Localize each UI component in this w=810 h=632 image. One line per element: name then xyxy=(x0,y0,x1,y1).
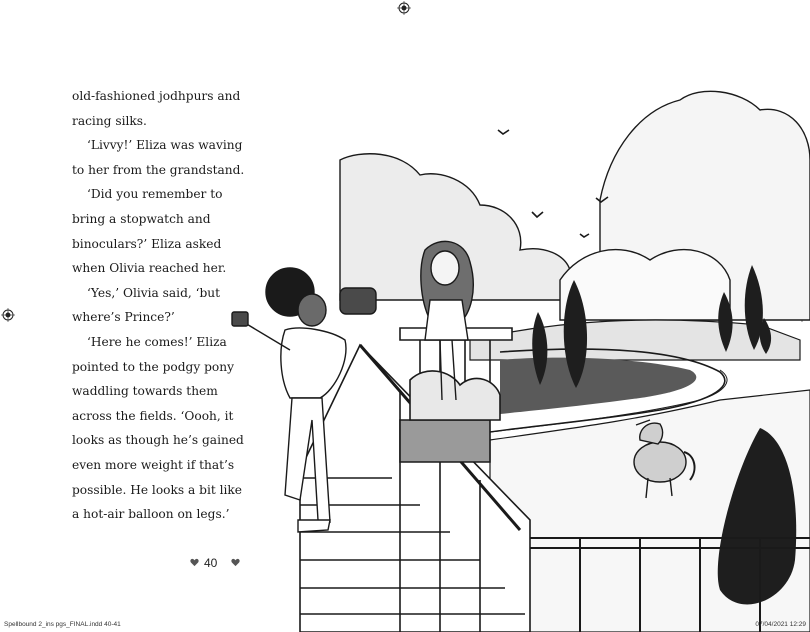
story-text xyxy=(72,84,245,527)
text-line: bring a stopwatch and xyxy=(72,211,211,226)
text-line: possible. He looks a bit like xyxy=(72,482,243,497)
text-line: racing silks. xyxy=(72,113,147,128)
text-line: a hot-air balloon on legs.’ xyxy=(72,507,230,522)
text-line: old-fashioned jodhpurs and xyxy=(72,89,241,103)
text-line: ‘Here he comes!’ Eliza xyxy=(87,334,227,349)
track-field xyxy=(500,358,696,414)
text-line: ‘Did you remember to xyxy=(87,187,223,202)
text-line: to her from the grandstand. xyxy=(72,162,245,177)
heart-icon xyxy=(231,558,240,567)
text-line: across the fields. ‘Oooh, it xyxy=(72,408,234,423)
text-line: looks as though he’s gained xyxy=(72,433,244,448)
printer-slug-date: 07/04/2021 12:29 xyxy=(755,621,806,628)
page-number: 40 xyxy=(204,556,218,570)
text-line: when Olivia reached her. xyxy=(72,261,227,276)
text-line: ‘Livvy!’ Eliza was waving xyxy=(87,138,243,153)
heart-icon xyxy=(190,558,199,567)
text-line: binoculars?’ Eliza asked xyxy=(72,236,222,251)
printer-slug-file: Spellbound 2_ins pgs_FINAL.indd 40-41 xyxy=(4,621,121,628)
text-line: where’s Prince?’ xyxy=(72,310,175,325)
text-line: waddling towards them xyxy=(72,384,218,399)
text-line: even more weight if that’s xyxy=(72,457,235,472)
text-line: ‘Yes,’ Olivia said, ‘but xyxy=(87,285,221,300)
page-number-folio xyxy=(187,555,247,573)
text-line: pointed to the podgy pony xyxy=(72,359,234,374)
